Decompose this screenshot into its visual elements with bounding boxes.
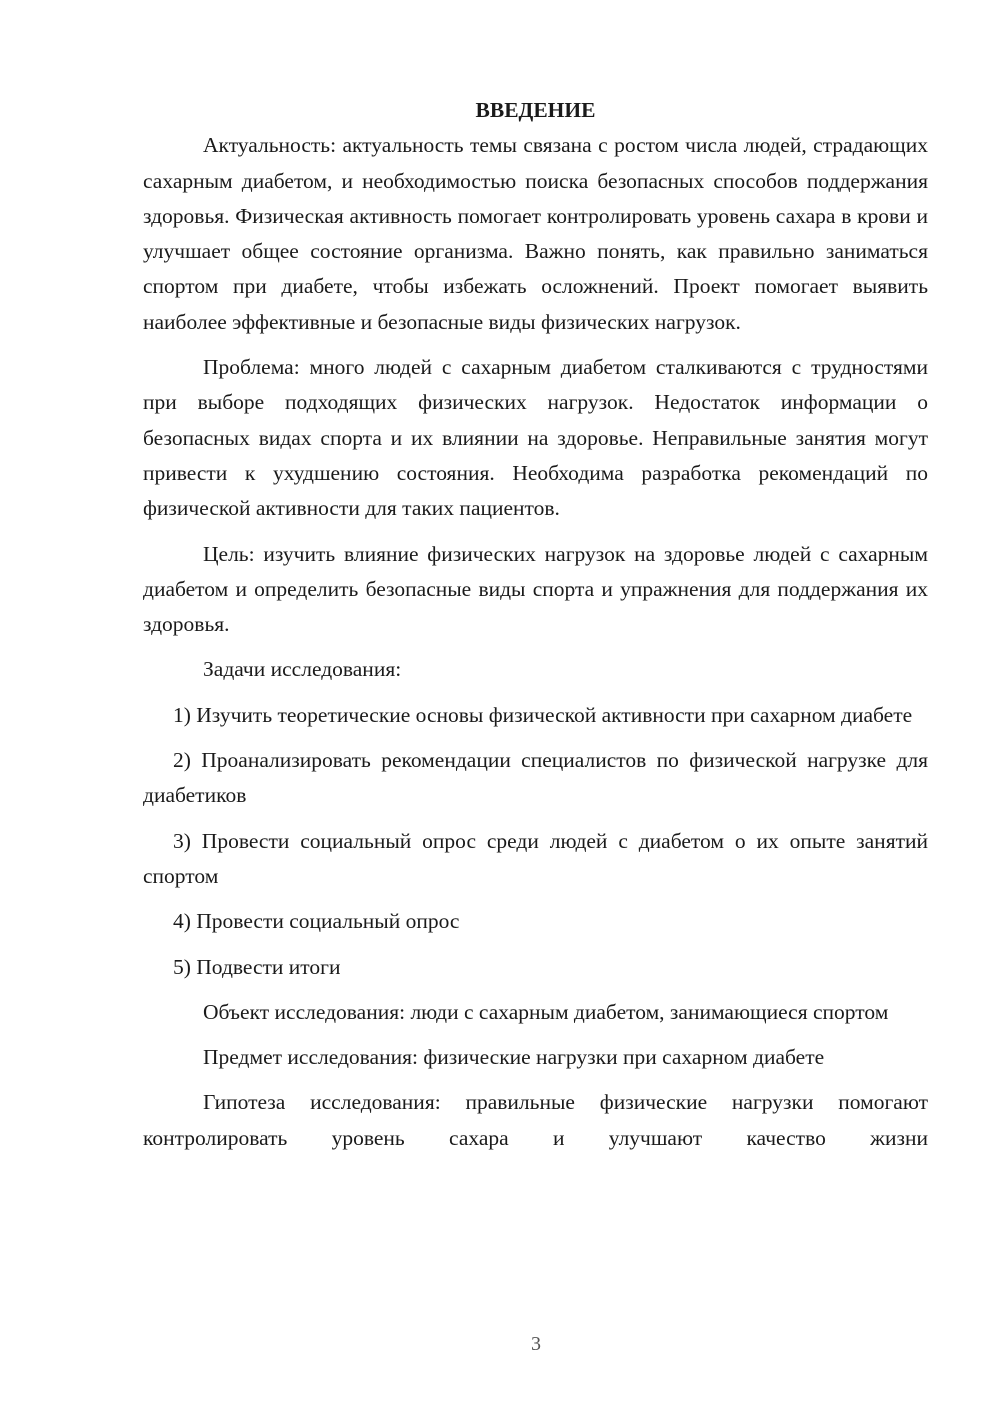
- task-item-4: 4) Провести социальный опрос: [173, 909, 460, 934]
- page-content: [143, 93, 928, 1156]
- tasks-title: Задачи исследования:: [203, 657, 402, 682]
- task-item-5: 5) Подвести итоги: [173, 954, 341, 979]
- hypothesis-paragraph: Гипотеза исследования: правильные физические нагрузки помогают контролировать уровень сахара и улучшают качество жизни: [143, 1090, 928, 1150]
- task-item-2: 2) Проанализировать рекомендации специалистов по физической нагрузке для диабетиков: [143, 748, 928, 808]
- problem-paragraph: Проблема: много людей с сахарным диабетом сталкиваются с трудностями при выборе подходящих физических нагрузок. Недостаток информации о безопасных видах спорта и их влиянии на здоровье. Неправильные занятия могут привести к ухудшению состояния. Необходима разработка рекомендаций по физической активности для таких пациентов.: [143, 355, 928, 521]
- relevance-paragraph: Актуальность: актуальность темы связана с ростом числа людей, страдающих сахарным диабетом, и необходимостью поиска безопасных способов поддержания здоровья. Физическая активность помогает контролировать уровень сахара в крови и улучшает общее состояние организма. Важно понять, как правильно заниматься спортом при диабете, чтобы избежать осложнений. Проект помогает выявить наиболее эффективные и безопасные виды физических нагрузок.: [143, 133, 928, 334]
- task-item-1: 1) Изучить теоретические основы физической активности при сахарном диабете: [173, 702, 913, 727]
- section-heading: ВВЕДЕНИЕ: [475, 98, 596, 122]
- subject-paragraph: Предмет исследования: физические нагрузки при сахарном диабете: [203, 1045, 825, 1070]
- page-number: 3: [531, 1333, 541, 1355]
- object-paragraph: Объект исследования: люди с сахарным диабетом, занимающиеся спортом: [203, 999, 889, 1024]
- goal-paragraph: Цель: изучить влияние физических нагрузок на здоровье людей с сахарным диабетом и определить безопасные виды спорта и упражнения для поддержания их здоровья.: [143, 541, 928, 637]
- task-item-3: 3) Провести социальный опрос среди людей с диабетом о их опыте занятий спортом: [143, 828, 928, 888]
